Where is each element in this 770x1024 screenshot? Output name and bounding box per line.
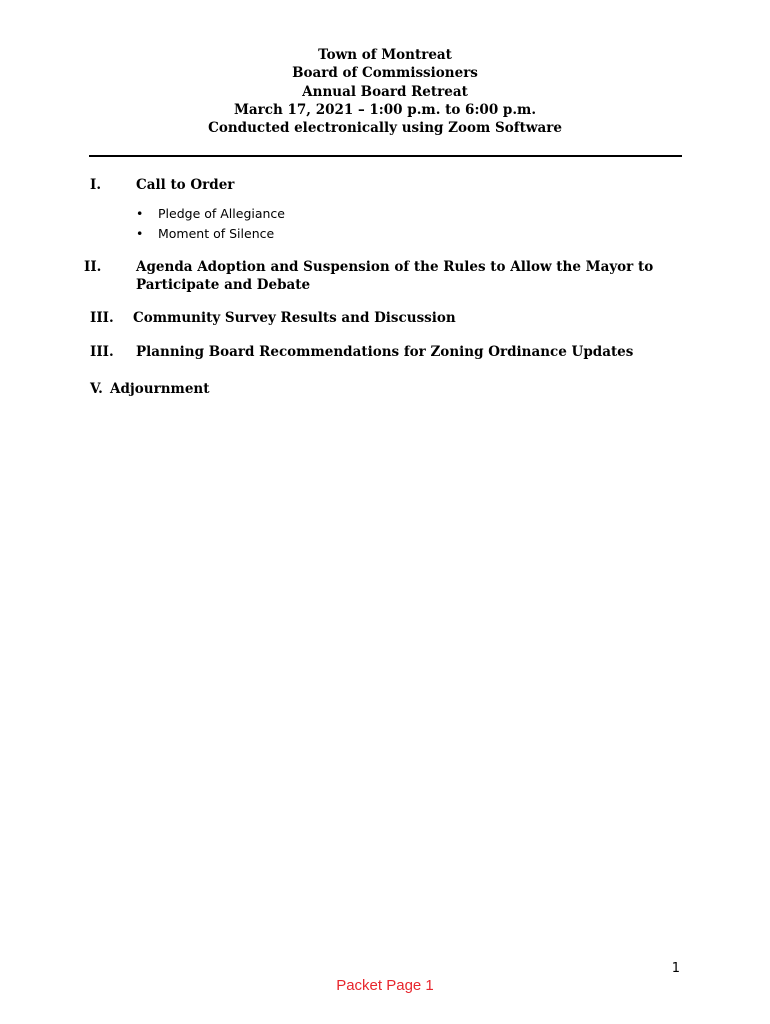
header-board: Board of Commissioners [292,65,478,82]
agenda-numeral: II. [84,259,102,275]
list-item [136,224,285,244]
agenda-item-community-survey [0,310,770,330]
agenda-title: Agenda Adoption and Suspension of the Rules to Allow the Mayor to Participate and Debate [136,259,654,293]
packet-page-label: Packet Page 1 [336,977,434,994]
agenda-item-planning-board [0,344,770,364]
bullet-text: Pledge of Allegiance [158,206,285,221]
agenda-title: Adjournment [110,381,210,397]
agenda-title: Community Survey Results and Discussion [133,310,456,326]
header-date-time: March 17, 2021 – 1:00 p.m. to 6:00 p.m. [233,101,537,118]
agenda-numeral: V. [90,381,103,397]
agenda-numeral: I. [90,177,102,193]
agenda-item-agenda-adoption [0,259,770,295]
header-divider [89,155,682,157]
list-item [136,204,285,224]
page-number: 1 [671,961,680,976]
agenda-item-adjournment [0,381,770,401]
header-meeting-format: Conducted electronically using Zoom Software [208,120,562,137]
agenda-item-call-to-order [0,177,770,197]
bullet-icon: • [136,226,144,241]
call-to-order-bullet-list [136,204,285,244]
header-town: Town of Montreat [318,47,452,63]
bullet-icon: • [136,206,144,221]
agenda-numeral: III. [90,310,114,326]
agenda-numeral: III. [90,344,114,360]
agenda-title: Call to Order [136,177,235,193]
agenda-title: Planning Board Recommendations for Zoning Ordinance Updates [136,344,634,360]
header-meeting-title: Annual Board Retreat [302,83,468,100]
document-header [0,46,770,137]
bullet-text: Moment of Silence [158,226,275,241]
